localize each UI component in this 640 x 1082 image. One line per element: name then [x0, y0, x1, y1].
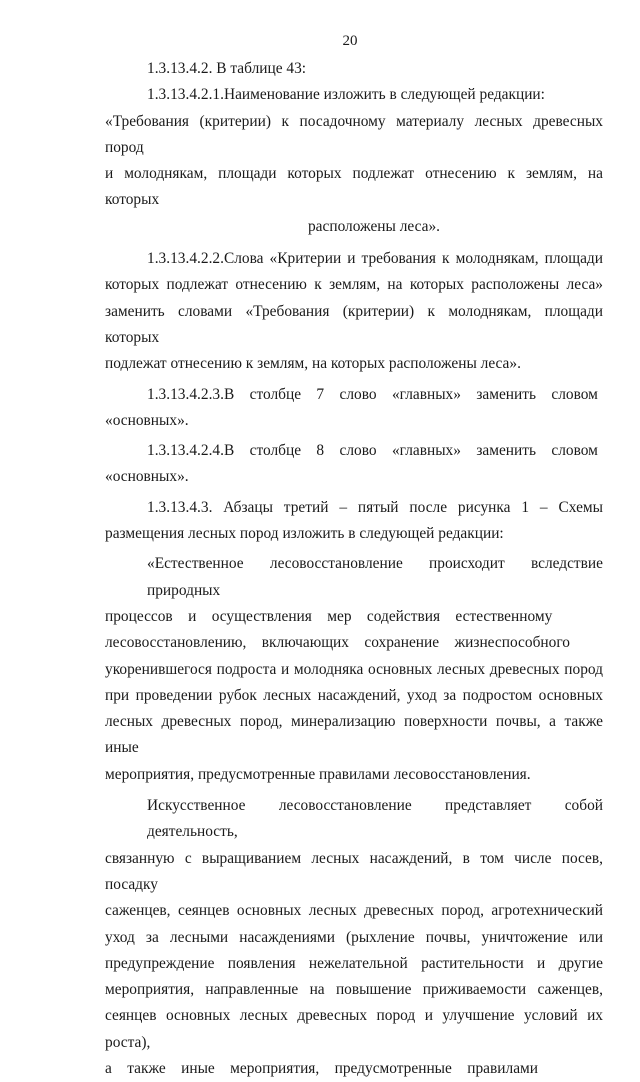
text-line: мероприятия, направленные на повышение приживаемости саженцев,	[105, 981, 603, 999]
text-line: 1.3.13.4.3. Абзацы третий – пятый после рисунка 1 – Схемы	[147, 498, 603, 516]
text-line: 1.3.13.4.2.1.Наименование изложить в следующей редакции:	[147, 86, 545, 104]
page-number: 20	[342, 33, 358, 49]
text-line: которых подлежат отнесению к землям, на которых расположены леса»	[105, 276, 603, 294]
text-line: укоренившегося подроста и молодняка основных лесных древесных пород	[105, 660, 603, 678]
text-line: лесовосстановлению, включающих сохранение жизнеспособного	[105, 634, 570, 652]
text-line: 1.3.13.4.2.4.В столбце 8 слово «главных» заменить словом	[147, 442, 598, 460]
text-line: 1.3.13.4.2.3.В столбце 7 слово «главных» заменить словом	[147, 385, 598, 403]
text-line: саженцев, сеянцев основных лесных древесных пород, агротехнический	[105, 902, 603, 920]
text-line: при проведении рубок лесных насаждений, уход за подростом основных	[105, 686, 603, 704]
text-line: подлежат отнесению к землям, на которых расположены леса».	[105, 355, 521, 373]
text-line: мероприятия, предусмотренные правилами лесовосстановления.	[105, 765, 531, 783]
text-line: а также иные мероприятия, предусмотренные правилами	[105, 1059, 538, 1077]
text-line: «основных».	[105, 468, 189, 486]
text-line: заменить словами «Требования (критерии) к молоднякам, площади которых	[105, 302, 603, 346]
document-body	[105, 50, 603, 1082]
paragraph-requirements-title	[105, 109, 603, 240]
text-line: расположены леса».	[307, 217, 441, 235]
text-line: сеянцев основных лесных древесных пород и улучшение условий их роста),	[105, 1007, 603, 1051]
paragraph-table-43	[105, 56, 603, 82]
text-line: 1.3.13.4.2. В таблице 43:	[147, 60, 307, 77]
text-line: Искусственное лесовосстановление представляет собой деятельность,	[147, 797, 603, 841]
text-line: связанную с выращиванием лесных насаждений, в том числе посев, посадку	[105, 849, 603, 893]
text-line: уход за лесными насаждениями (рыхление почвы, уничтожение или	[105, 928, 603, 946]
paragraph-column-8	[105, 438, 603, 491]
text-line: 1.3.13.4.2.2.Слова «Критерии и требования к молоднякам, площади	[147, 250, 603, 268]
text-line: процессов и осуществления мер содействия естественному	[105, 607, 553, 625]
text-line: размещения лесных пород изложить в следующей редакции:	[105, 525, 504, 543]
text-line: «Естественное лесовосстановление происходит вследствие природных	[147, 555, 603, 599]
paragraph-column-7	[105, 382, 603, 435]
paragraph-natural-reforestation	[105, 551, 603, 788]
paragraph-words-replace	[105, 246, 603, 377]
paragraph-name-change	[105, 82, 603, 108]
text-line: «Требования (критерии) к посадочному материалу лесных древесных пород	[105, 112, 603, 156]
paragraph-abzacy	[105, 495, 603, 548]
text-line: лесных древесных пород, минерализацию поверхности почвы, а также иные	[105, 713, 603, 757]
text-line: и молоднякам, площади которых подлежат отнесению к землям, на которых	[105, 165, 603, 209]
text-line: предупреждение появления нежелательной растительности и другие	[105, 954, 603, 972]
text-line: «основных».	[105, 411, 189, 429]
paragraph-artificial-reforestation	[105, 793, 603, 1082]
